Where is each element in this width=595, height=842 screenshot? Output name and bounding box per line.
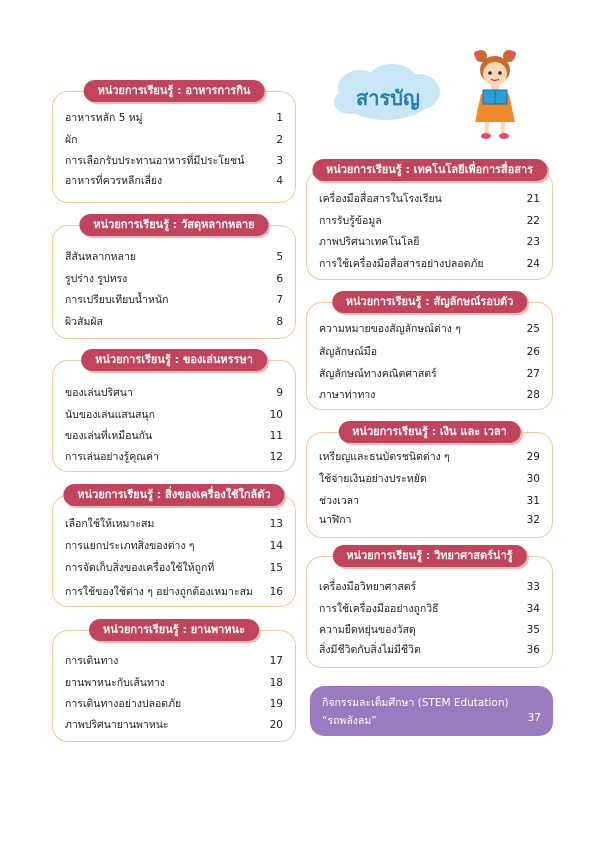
stem-subtitle: “รถพลังลม” xyxy=(322,715,377,727)
toc-item-title: การใช้เครื่องมืออย่างถูกวิธี xyxy=(319,603,439,615)
toc-page-number: 18 xyxy=(269,677,283,689)
toc-item-title: สีสันหลากหลาย xyxy=(65,251,137,263)
toc-row[interactable] xyxy=(319,471,540,487)
toc-page-number: 12 xyxy=(269,451,283,463)
toc-page-number: 6 xyxy=(276,273,283,285)
unit-header: หน่วยการเรียนรู้ : วัสดุหลากหลาย xyxy=(79,214,268,236)
toc-row[interactable] xyxy=(65,516,283,532)
toc-row[interactable] xyxy=(65,132,283,148)
toc-row[interactable] xyxy=(65,653,283,669)
unit-box-things xyxy=(52,488,296,607)
toc-row[interactable] xyxy=(65,110,283,126)
toc-page-number: 24 xyxy=(526,258,540,270)
toc-row[interactable] xyxy=(319,191,540,207)
toc-item-title: นาฬิกา xyxy=(319,514,352,526)
toc-item-title: ความยืดหยุ่นของวัสดุ xyxy=(319,624,416,636)
toc-page-number: 16 xyxy=(269,586,283,598)
unit-header: หน่วยการเรียนรู้ : ของเล่นหรรษา xyxy=(81,349,267,371)
toc-page-number: 19 xyxy=(269,698,283,710)
toc-item-title: การเดินทางอย่างปลอดภัย xyxy=(65,698,182,710)
unit-box-toys xyxy=(52,353,296,472)
toc-item-title: การเลือกรับประทานอาหารที่มีประโยชน์ xyxy=(65,155,245,167)
toc-item-title: การใช้เครื่องมือสื่อสารอย่างปลอดภัย xyxy=(319,258,484,270)
unit-box-materials xyxy=(52,218,296,339)
unit-header: หน่วยการเรียนรู้ : เทคโนโลยีเพื่อการสื่อสาร xyxy=(312,159,547,181)
stem-title: กิจกรรมละเต็มศึกษา (STEM Edutation) xyxy=(322,697,509,709)
toc-item-title: ผิวสัมผัส xyxy=(65,316,103,328)
toc-item-title: เหรียญและธนบัตรชนิดต่าง ๆ xyxy=(319,451,450,463)
toc-item-title: นับของเล่นแสนสนุก xyxy=(65,409,155,421)
toc-item-title: การใช้ของใช้ต่าง ๆ อย่างถูกต้องเหมาะสม xyxy=(65,586,253,598)
toc-row[interactable] xyxy=(65,696,283,712)
toc-page-number: 35 xyxy=(526,624,540,636)
toc-page-number: 7 xyxy=(276,294,283,306)
toc-row[interactable] xyxy=(65,249,283,265)
stem-page: 37 xyxy=(527,712,541,724)
toc-page-number: 29 xyxy=(526,451,540,463)
toc-page-number: 27 xyxy=(526,368,540,380)
toc-row[interactable] xyxy=(65,385,283,401)
toc-page-number: 28 xyxy=(526,389,540,401)
toc-page-number: 26 xyxy=(526,346,540,358)
unit-header: หน่วยการเรียนรู้ : วิทยาศาสตร์น่ารู้ xyxy=(332,545,526,567)
toc-item-title: เครื่องมือสื่อสารในโรงเรียน xyxy=(319,193,442,205)
unit-header: หน่วยการเรียนรู้ : สัญลักษณ์รอบตัว xyxy=(332,291,528,313)
toc-item-title: การจัดเก็บสิ่งของเครื่องใช้ให้ถูกที่ xyxy=(65,562,215,574)
toc-row[interactable] xyxy=(319,579,540,595)
toc-item-title: สัญลักษณ์ทางคณิตศาสตร์ xyxy=(319,368,437,380)
toc-row[interactable] xyxy=(65,292,283,308)
unit-box-food xyxy=(52,84,296,203)
toc-page-number: 30 xyxy=(526,473,540,485)
toc-page-number: 20 xyxy=(269,719,283,731)
toc-row[interactable] xyxy=(65,173,283,189)
toc-row[interactable] xyxy=(319,449,540,465)
toc-page-number: 13 xyxy=(269,518,283,530)
toc-row[interactable] xyxy=(319,213,540,229)
toc-row[interactable] xyxy=(319,366,540,382)
unit-box-symbols xyxy=(306,295,553,410)
toc-item-title: สัญลักษณ์มือ xyxy=(319,346,378,358)
unit-header: หน่วยการเรียนรู้ : เงิน และ เวลา xyxy=(338,421,521,443)
unit-box-science xyxy=(306,549,553,668)
toc-item-title: อาหารที่ควรหลีกเลี่ยง xyxy=(65,175,163,187)
toc-item-title: ของเล่นที่เหมือนกัน xyxy=(65,430,153,442)
toc-item-title: เลือกใช้ให้เหมาะสม xyxy=(65,518,155,530)
toc-page-number: 14 xyxy=(269,540,283,552)
toc-row[interactable] xyxy=(319,344,540,360)
unit-box-technology xyxy=(306,163,553,280)
toc-item-title: การรับรู้ข้อมูล xyxy=(319,215,382,227)
toc-row[interactable] xyxy=(65,271,283,287)
toc-row[interactable] xyxy=(65,717,283,733)
toc-page-number: 10 xyxy=(269,409,283,421)
toc-row[interactable] xyxy=(319,601,540,617)
toc-row[interactable] xyxy=(65,407,283,423)
toc-item-title: เครื่องมือวิทยาศาสตร์ xyxy=(319,581,417,593)
toc-item-title: ความหมายของสัญลักษณ์ต่าง ๆ xyxy=(319,323,461,335)
unit-box-money-time xyxy=(306,425,553,538)
toc-item-title: อาหารหลัก 5 หมู่ xyxy=(65,112,143,124)
toc-item-title: ภาษาท่าทาง xyxy=(319,389,376,401)
toc-row[interactable] xyxy=(319,512,540,528)
toc-row[interactable] xyxy=(65,560,283,576)
toc-row[interactable] xyxy=(65,314,283,330)
toc-page-number: 23 xyxy=(526,236,540,248)
toc-page-number: 11 xyxy=(269,430,283,442)
toc-row[interactable] xyxy=(319,321,540,337)
unit-header: หน่วยการเรียนรู้ : สิ่งของเครื่องใช้ใกล้ตัว xyxy=(63,484,284,506)
toc-row[interactable] xyxy=(65,153,283,169)
toc-item-title: ช่วงเวลา xyxy=(319,495,359,507)
toc-page-number: 36 xyxy=(526,644,540,656)
toc-page-number: 1 xyxy=(276,112,283,124)
toc-page-number: 25 xyxy=(526,323,540,335)
toc-page-number: 34 xyxy=(526,603,540,615)
toc-row[interactable] xyxy=(65,449,283,465)
unit-header: หน่วยการเรียนรู้ : ยานพาหนะ xyxy=(89,619,259,641)
toc-item-title: การแยกประเภทสิ่งของต่าง ๆ xyxy=(65,540,195,552)
toc-page-number: 22 xyxy=(526,215,540,227)
page-title: สารบัญ xyxy=(356,86,420,110)
toc-item-title: สิ่งมีชีวิตกับสิ่งไม่มีชีวิต xyxy=(319,644,421,656)
toc-row[interactable] xyxy=(319,493,540,509)
toc-page-number: 5 xyxy=(276,251,283,263)
toc-row[interactable] xyxy=(65,584,283,600)
toc-item-title: การเล่นอย่างรู้คุณค่า xyxy=(65,451,159,463)
toc-page-number: 4 xyxy=(276,175,283,187)
toc-item-title: ภาพปริศนายานพาหนะ xyxy=(65,719,169,731)
toc-page-number: 32 xyxy=(526,514,540,526)
toc-page-number: 9 xyxy=(276,387,283,399)
toc-page-number: 17 xyxy=(269,655,283,667)
toc-row[interactable] xyxy=(65,428,283,444)
toc-item-title: ผัก xyxy=(65,134,78,146)
toc-page-number: 21 xyxy=(526,193,540,205)
toc-row[interactable] xyxy=(319,622,540,638)
toc-row[interactable] xyxy=(319,387,540,403)
toc-row[interactable] xyxy=(319,256,540,272)
unit-box-vehicles xyxy=(52,623,296,742)
toc-page-number: 31 xyxy=(526,495,540,507)
toc-page-number: 3 xyxy=(276,155,283,167)
toc-row[interactable] xyxy=(65,538,283,554)
toc-item-title: ภาพปริศนาเทคโนโลยี xyxy=(319,236,420,248)
toc-item-title: ยานพาหนะกับเส้นทาง xyxy=(65,677,165,689)
unit-header: หน่วยการเรียนรู้ : อาหารการกิน xyxy=(84,80,265,102)
toc-row[interactable] xyxy=(319,642,540,658)
toc-page-number: 15 xyxy=(269,562,283,574)
toc-item-title: การเดินทาง xyxy=(65,655,119,667)
girl-reading-illustration xyxy=(465,48,525,140)
stem-activity-box[interactable] xyxy=(310,686,553,736)
toc-item-title: การเปรียบเทียบน้ำหนัก xyxy=(65,294,169,306)
toc-page-number: 2 xyxy=(276,134,283,146)
toc-row[interactable] xyxy=(65,675,283,691)
toc-page-number: 8 xyxy=(276,316,283,328)
toc-item-title: ของเล่นปริศนา xyxy=(65,387,133,399)
toc-row[interactable] xyxy=(319,234,540,250)
toc-item-title: ใช้จ่ายเงินอย่างประหยัด xyxy=(319,473,427,485)
toc-item-title: รูปร่าง รูปทรง xyxy=(65,273,128,285)
toc-page-number: 33 xyxy=(526,581,540,593)
